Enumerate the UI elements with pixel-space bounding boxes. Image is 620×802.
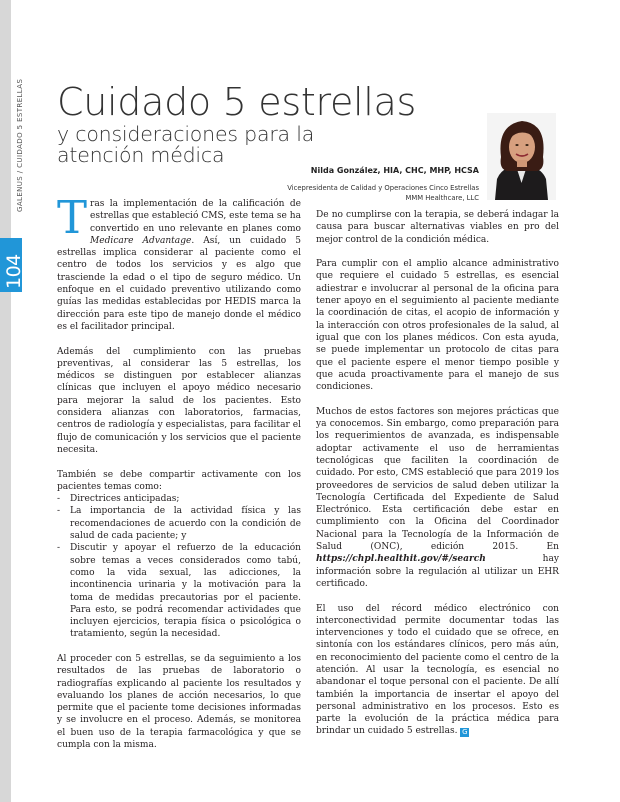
list-item: - La importancia de la actividad física y las recomendaciones de acuerdo con la condición de salud de cada paciente; y [57,506,301,542]
paragraph: Además del cumplimiento con las pruebas preventivas, al considerar las 5 estrellas, los médicos se distinguen por establecer alianzas clínicas que incluyen el apoyo médico necesario para mejorar la salud de los pacientes. Esto considera alianzas con laboratorios, farmacias, centros de radiología y especialistas, para facilitar el flujo de comunicación y los servicios que el paciente necesita. [57,346,301,455]
topics-list [57,493,301,641]
chpl-link[interactable]: https://chpl.healthit.gov/#/search [316,554,486,565]
author-company: MMM Healthcare, LLC [405,194,479,202]
author-name: Nilda González, HIA, CHC, MHP, HCSA [310,166,479,175]
paragraph: Al proceder con 5 estrellas, se da seguimiento a los resultados de las pruebas de laboratorio o radiografías explicando al paciente los resultados y evaluando los planes de acción necesarios, lo que permite que el paciente tome decisiones informadas y se involucre en el proceso. Además, se monitorea el buen uso de la terapia farmacológica y que se cumpla con la misma. [57,653,301,751]
page-sidebar [0,0,11,802]
list-item: - Discutir y apoyar el refuerzo de la educación sobre temas a veces considerados como tabú, como la vida sexual, las adicciones, la incontinencia urinaria y la motivación para la toma de medidas precautorias por el paciente. Para esto, se podrá recomendar actividades que incluyen ejercicios, terapia física o psicológica o tratamiento, según la necesidad. [57,543,301,640]
drop-cap: T [57,191,88,244]
paragraph: Para cumplir con el amplio alcance administrativo que requiere el cuidado 5 estrellas, es esencial adiestrar e involucrar al personal de la oficina para tener apoyo en el seguimiento al paciente mediante la coordinación de citas, el acopio de información y la interacción con otros profesionales de la salud, al igual que con los planes médicos. Con esta ayuda, se puede implementar un protocolo de citas para que el paciente espere el menor tiempo posible y que acuda proactivamente para el manejo de sus condiciones. [316,259,559,393]
section-label: GALENUS / CUIDADO 5 ESTRELLAS [16,78,24,212]
article-column-left [57,191,301,764]
paragraph: También se debe compartir activamente con los pacientes temas como: [57,469,301,492]
list-item: - Directrices anticipadas; [57,494,180,505]
list-dash: - [57,543,61,554]
article-column-right [316,209,559,750]
paragraph-closing: El uso del récord médico electrónico con interconectividad permite documentar todas las intervenciones y todo el cuidado que se ofrece, en sintonía con los estándares clínicos, pero más aún, en reconocimiento del paciente como el centro de la atención. Al usar la tecnología, es esencial no abandonar el toque personal con el paciente. De allí también la importancia de insertar el apoyo del personal administrativo en los procesos. Esto es parte la evolución de la práctica médica para brindar un cuidado 5 estrellas. G [316,603,559,737]
page-number: 104 [3,254,25,289]
list-dash: - [57,506,61,517]
author-photo [487,113,556,200]
author-portrait-icon [487,113,556,200]
paragraph: Muchos de estos factores son mejores prácticas que ya conocemos. Sin embargo, como preparación para los requerimientos de avanzada, es indispensable adoptar activamente el uso de herramientas tecnológicas que faciliten la coordinación de cuidado. Por esto, CMS estableció que para 2019 los proveedores de servicios de salud deben utilizar la Tecnología Certificada del Expediente de Salud Electrónico. Esta certificación debe estar en cumplimiento con la Oficina del Coordinador Nacional para la Tecnología de la Información de Salud (ONC), edición 2015. En https://chpl.healthit.gov/#/search hay información sobre la regulación al utilizar un EHR certificado. [316,406,559,589]
list-dash: - [57,494,61,505]
author-role: Vicepresidenta de Calidad y Operaciones Cinco Estrellas [287,184,479,192]
article-subtitle: y consideraciones para la atención médica [57,122,315,167]
article-title: Cuidado 5 estrellas [57,80,417,124]
paragraph: De no cumplirse con la terapia, se deberá indagar la causa para buscar alternativas viables en pro del mejor control de la condición médica. [316,210,559,245]
end-mark-icon: G [462,728,468,737]
paragraph-intro: Tras la implementación de la calificación de estrellas que estableció CMS, este tema se ha convertido en uno relevante en planes como Medicare Advantage. Así, un cuidado 5 estrellas implica considerar al paciente como el centro de todos los servicios y es algo que trasciende la edad o el tipo de seguro médico. Un enfoque en el cuidado preventivo utilizando como guías las medidas establecidas por HEDIS marca la dirección para este tipo de manejo donde el médico es el facilitador principal. [57,191,301,332]
author-affiliation [283,183,479,203]
